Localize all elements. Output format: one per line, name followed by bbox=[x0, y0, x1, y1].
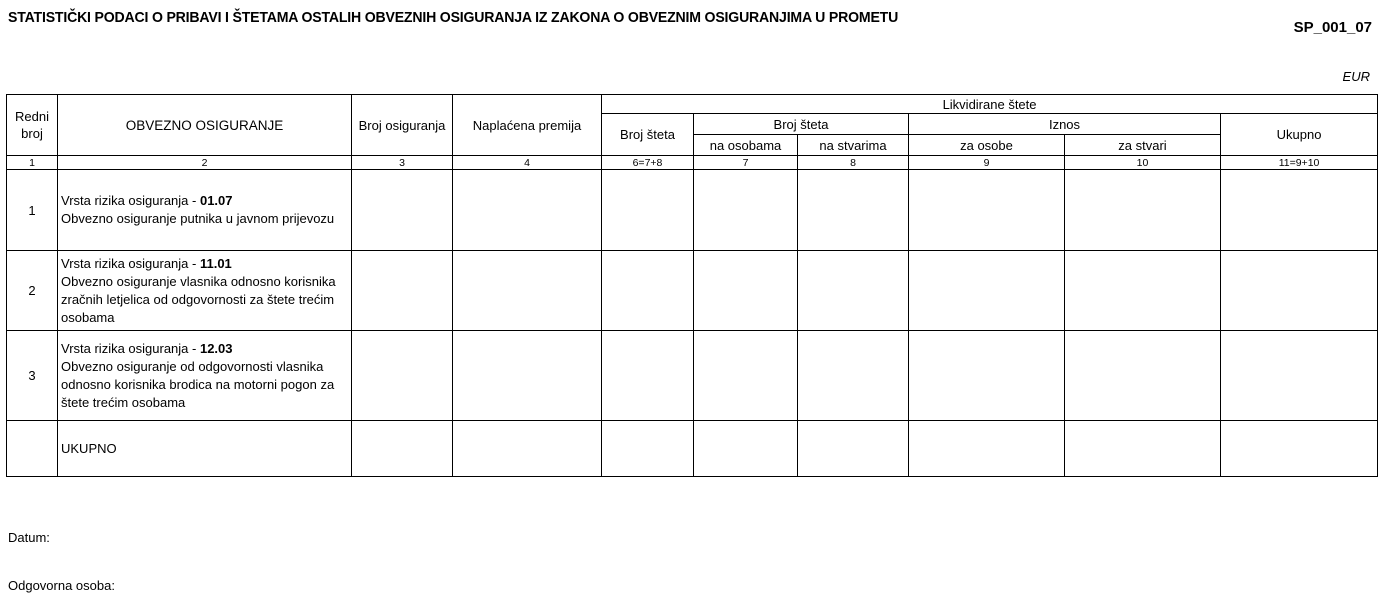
cell-za-osobe[interactable] bbox=[909, 331, 1065, 421]
row-number: 1 bbox=[7, 170, 58, 251]
cell-za-stvari[interactable] bbox=[1065, 421, 1221, 477]
column-number: 8 bbox=[798, 156, 909, 170]
header-likvidirane-stete: Likvidirane štete bbox=[602, 95, 1378, 114]
column-number: 1 bbox=[7, 156, 58, 170]
risk-code: 11.01 bbox=[199, 255, 232, 271]
column-number: 6=7+8 bbox=[602, 156, 694, 170]
risk-label: Vrsta rizika osiguranja - bbox=[61, 255, 200, 271]
cell-za-stvari[interactable] bbox=[1065, 331, 1221, 421]
header-za-osobe: za osobe bbox=[909, 135, 1065, 156]
cell-ukupno[interactable] bbox=[1221, 421, 1378, 477]
row-number: 2 bbox=[7, 251, 58, 331]
cell-ukupno[interactable] bbox=[1221, 251, 1378, 331]
cell-na-stvarima[interactable] bbox=[798, 170, 909, 251]
cell-ukupno[interactable] bbox=[1221, 331, 1378, 421]
cell-na-osobama[interactable] bbox=[694, 421, 798, 477]
column-number-row bbox=[7, 156, 1378, 170]
odgovorna-osoba-label: Odgovorna osoba: bbox=[8, 578, 115, 593]
column-number: 3 bbox=[352, 156, 453, 170]
header-na-osobama: na osobama bbox=[694, 135, 798, 156]
cell-na-osobama[interactable] bbox=[694, 170, 798, 251]
row-description bbox=[58, 170, 352, 251]
risk-label: Vrsta rizika osiguranja - bbox=[61, 193, 200, 208]
column-number: 9 bbox=[909, 156, 1065, 170]
table-row bbox=[7, 251, 1378, 331]
cell-ukupno[interactable] bbox=[1221, 170, 1378, 251]
column-number: 10 bbox=[1065, 156, 1221, 170]
cell-broj-steta[interactable] bbox=[602, 251, 694, 331]
report-code: SP_001_07 bbox=[1293, 19, 1372, 36]
currency-label: EUR bbox=[1342, 69, 1370, 84]
header-row-1 bbox=[7, 95, 1378, 114]
risk-description: Obvezno osiguranje vlasnika odnosno korisnika zračnih letjelica od odgovornosti za štete trećim osobama bbox=[61, 273, 336, 325]
row-description bbox=[58, 251, 352, 331]
risk-code: 01.07 bbox=[199, 193, 233, 208]
cell-broj-steta[interactable] bbox=[602, 421, 694, 477]
header-za-stvari: za stvari bbox=[1065, 135, 1221, 156]
risk-label: Vrsta rizika osiguranja - bbox=[61, 340, 200, 356]
header-na-stvarima: na stvarima bbox=[798, 135, 909, 156]
cell-broj-steta[interactable] bbox=[602, 331, 694, 421]
cell-na-stvarima[interactable] bbox=[798, 331, 909, 421]
cell-za-osobe[interactable] bbox=[909, 421, 1065, 477]
header-obvezno-osiguranje: OBVEZNO OSIGURANJE bbox=[58, 95, 352, 156]
cell-broj-osiguranja[interactable] bbox=[352, 251, 453, 331]
risk-description: Obvezno osiguranje od odgovornosti vlasnika odnosno korisnika brodica na motorni pogon za štete trećim osobama bbox=[61, 358, 335, 410]
cell-broj-steta[interactable] bbox=[602, 170, 694, 251]
cell-broj-osiguranja[interactable] bbox=[352, 170, 453, 251]
table-row bbox=[7, 331, 1378, 421]
cell-za-stvari[interactable] bbox=[1065, 170, 1221, 251]
risk-description: Obvezno osiguranje putnika u javnom prijevozu bbox=[61, 211, 335, 226]
header-iznos: Iznos bbox=[909, 114, 1221, 135]
cell-naplacena-premija[interactable] bbox=[453, 251, 602, 331]
total-row bbox=[7, 421, 1378, 477]
datum-label: Datum: bbox=[8, 530, 50, 545]
cell-na-osobama[interactable] bbox=[694, 251, 798, 331]
cell-na-stvarima[interactable] bbox=[798, 251, 909, 331]
risk-code: 12.03 bbox=[199, 340, 233, 356]
header-broj-osiguranja: Broj osiguranja bbox=[352, 95, 453, 156]
cell-broj-osiguranja[interactable] bbox=[352, 421, 453, 477]
cell-na-osobama[interactable] bbox=[694, 331, 798, 421]
column-number: 7 bbox=[694, 156, 798, 170]
cell-za-stvari[interactable] bbox=[1065, 251, 1221, 331]
table-row bbox=[7, 170, 1378, 251]
header-naplacena-premija: Naplaćena premija bbox=[453, 95, 602, 156]
cell-naplacena-premija[interactable] bbox=[453, 421, 602, 477]
cell-na-stvarima[interactable] bbox=[798, 421, 909, 477]
total-label: UKUPNO bbox=[58, 421, 352, 477]
row-number bbox=[7, 421, 58, 477]
header-redni-broj: Redni broj bbox=[7, 95, 58, 156]
header-broj-steta-group: Broj šteta bbox=[694, 114, 909, 135]
cell-naplacena-premija[interactable] bbox=[453, 331, 602, 421]
report-title: STATISTIČKI PODACI O PRIBAVI I ŠTETAMA OSTALIH OBVEZNIH OSIGURANJA IZ ZAKONA O OBVEZNIM OSIGURANJIMA U PROMETU bbox=[8, 9, 899, 26]
row-number: 3 bbox=[7, 331, 58, 421]
column-number: 2 bbox=[58, 156, 352, 170]
cell-broj-osiguranja[interactable] bbox=[352, 331, 453, 421]
insurance-statistics-table bbox=[6, 94, 1378, 477]
column-number: 11=9+10 bbox=[1221, 156, 1378, 170]
column-number: 4 bbox=[453, 156, 602, 170]
header-broj-steta-total: Broj šteta bbox=[602, 114, 694, 156]
cell-naplacena-premija[interactable] bbox=[453, 170, 602, 251]
cell-za-osobe[interactable] bbox=[909, 170, 1065, 251]
header-ukupno: Ukupno bbox=[1221, 114, 1378, 156]
cell-za-osobe[interactable] bbox=[909, 251, 1065, 331]
row-description bbox=[58, 331, 352, 421]
